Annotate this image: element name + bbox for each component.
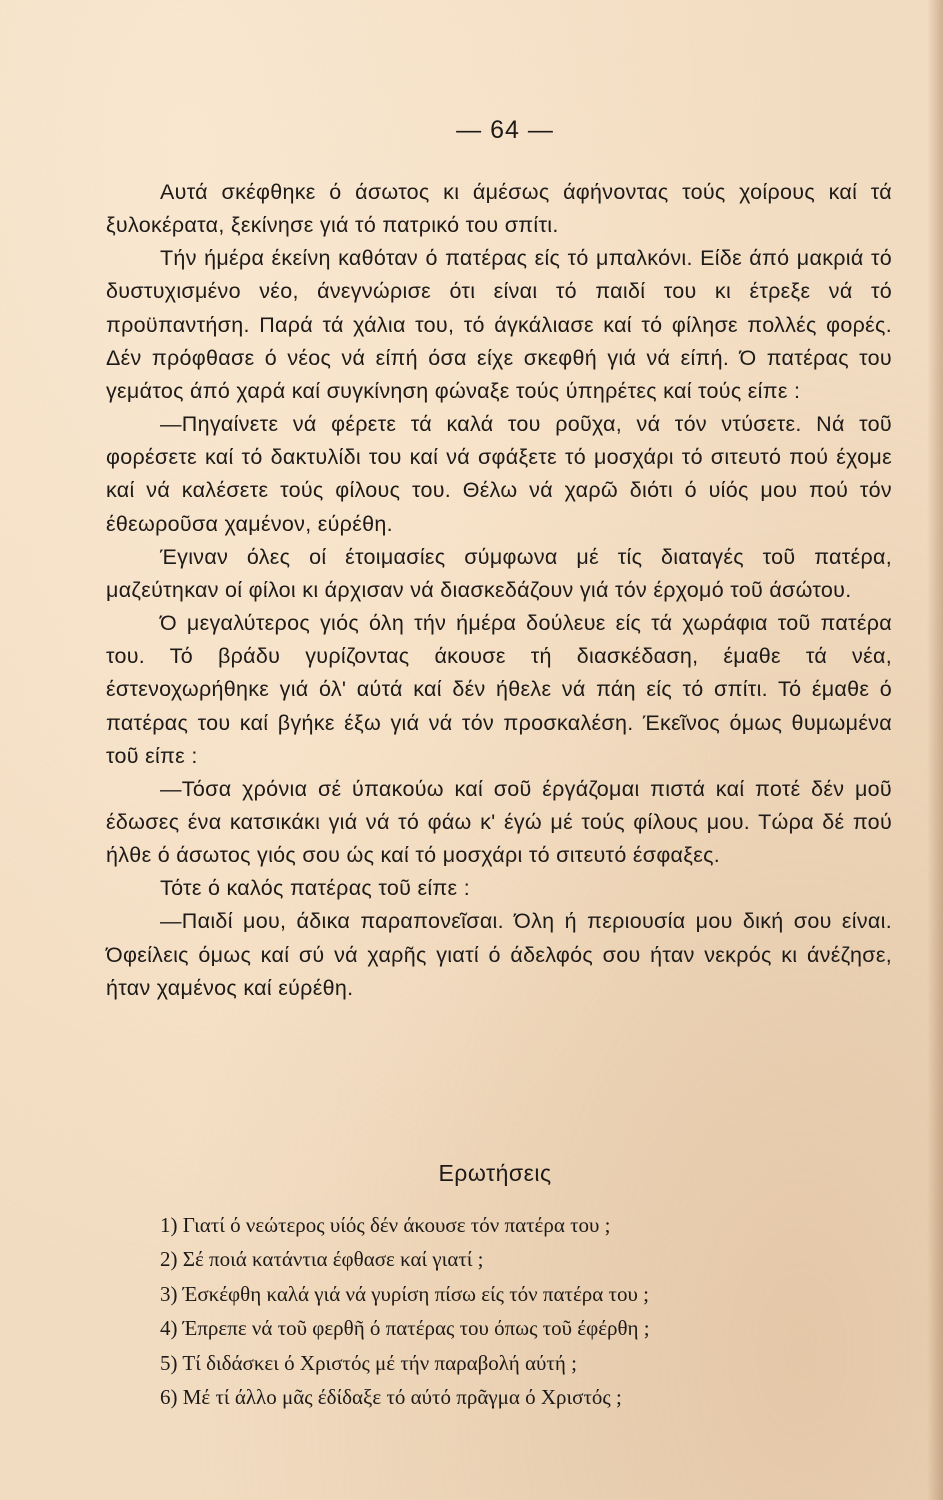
- paragraph: —Παιδί μου, άδικα παραπονεῖσαι. Όλη ή περιουσία μου δική σου είναι. Όφείλεις όμως καί σύ νά χαρῆς γιατί ό άδελφός σου ήταν νεκρός κι άνέζησε, ήταν χαμένος καί εύρέθη.: [106, 909, 892, 1000]
- question-item: 3) Έσκέφθη καλά γιά νά γυρίση πίσω είς τόν πατέρα του ;: [160, 1281, 649, 1306]
- story-text: [106, 176, 892, 1005]
- question-item: 1) Γιατί ό νεώτερος υίός δέν άκουσε τόν πατέρα του ;: [160, 1213, 611, 1237]
- question-item: 4) Έπρεπε νά τοῦ φερθῆ ό πατέρας του όπως τοῦ έφέρθη ;: [160, 1316, 650, 1341]
- page-number: — 64 —: [456, 116, 554, 144]
- paragraph: Αυτά σκέφθηκε ό άσωτος κι άμέσως άφήνοντας τούς χοίρους καί τά ξυλοκέρατα, ξεκίνησε γιά τό πατρικό του σπίτι.: [106, 180, 892, 238]
- paragraph: Τήν ήμέρα έκείνη καθόταν ό πατέρας είς τό μπαλκόνι. Είδε άπό μακριά τό δυστυχισμένο νέο, άνεγνώρισε ότι είναι τό παιδί του κι έτρεξε νά τό προϋπαντήση. Παρά τά χάλια του, τό άγκάλιασε καί τό φίλησε πολλές φορές. Δέν πρόφθασε ό νέος νά είπή όσα είχε σκεφθή γιά νά είπή. Ό πατέρας του γεμάτος άπό χαρά καί συγκίνηση φώναξε τούς ύπηρέτες καί τούς είπε :: [106, 246, 892, 403]
- paragraph: Τότε ό καλός πατέρας τοῦ είπε :: [160, 876, 470, 901]
- questions-heading: Ερωτήσεις: [438, 1160, 552, 1186]
- paragraph: Έγιναν όλες οί έτοιμασίες σύμφωνα μέ τίς διαταγές τοῦ πατέρα, μαζεύτηκαν οί φίλοι κι άρχισαν νά διασκεδάζουν γιά τόν έρχομό τοῦ άσώτου.: [106, 544, 892, 602]
- paragraph: —Πηγαίνετε νά φέρετε τά καλά του ροῦχα, νά τόν ντύσετε. Νά τοῦ φορέσετε καί τό δακτυλίδι του καί νά σφάξετε τό μοσχάρι τό σιτευτό πού έχομε καί νά καλέσετε τούς φίλους του. Θέλω νά χαρῶ διότι ό υίός μου πού τόν έθεωροῦσα χαμένον, εύρέθη.: [106, 412, 892, 536]
- page-edge-shadow: [927, 0, 943, 1500]
- questions-list: [160, 1208, 880, 1414]
- question-item: 6) Μέ τί άλλο μᾶς έδίδαξε τό αύτό πρᾶγμα ό Χριστός ;: [160, 1385, 622, 1410]
- paragraph: Ό μεγαλύτερος γιός όλη τήν ήμέρα δούλευε είς τά χωράφια τοῦ πατέρα του. Τό βράδυ γυρίζοντας άκουσε τή διασκέδαση, έμαθε τά νέα, έστενοχωρήθηκε γιά όλ' αύτά καί δέν ήθελε νά πάη είς τό σπίτι. Τό έμαθε ό πατέρας του καί βγήκε έξω γιά νά τόν προσκαλέση. Έκεῖνος όμως θυμωμένα τοῦ είπε :: [106, 611, 892, 768]
- question-item: 2) Σέ ποιά κατάντια έφθασε καί γιατί ;: [160, 1247, 484, 1272]
- question-item: 5) Τί διδάσκει ό Χριστός μέ τήν παραβολή αύτή ;: [160, 1350, 577, 1375]
- paragraph: —Τόσα χρόνια σέ ύπακούω καί σοῦ έργάζομαι πιστά καί ποτέ δέν μοῦ έδωσες ένα κατσικάκι γιά νά τό φάω κ' έγώ μέ τούς φίλους μου. Τώρα δέ πού ήλθε ό άσωτος γιός σου ώς καί τό μοσχάρι τό σιτευτό έσφαξες.: [106, 776, 892, 868]
